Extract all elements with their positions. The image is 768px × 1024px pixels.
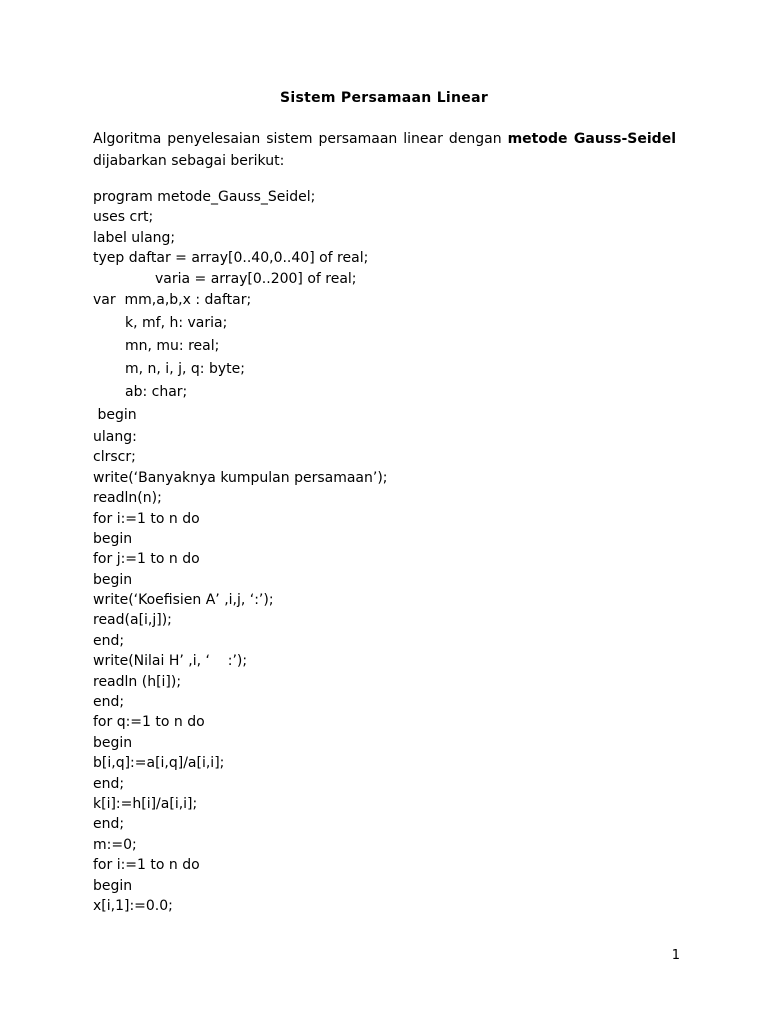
intro-text-after: dijabarkan sebagai berikut: bbox=[93, 153, 285, 169]
code-line: ab: char; bbox=[125, 383, 188, 400]
code-line: begin bbox=[93, 734, 133, 751]
code-line: for i:=1 to n do bbox=[93, 510, 200, 527]
code-line: tyep daftar = array[0..40,0..40] of real; bbox=[93, 250, 369, 267]
code-line: m, n, i, j, q: byte; bbox=[125, 360, 245, 377]
code-line: b[i,q]:=a[i,q]/a[i,i]; bbox=[93, 755, 225, 772]
code-line: for q:=1 to n do bbox=[93, 714, 205, 731]
code-line: label ulang; bbox=[93, 229, 176, 246]
code-line: begin bbox=[93, 530, 133, 547]
code-line: program metode_Gauss_Seidel; bbox=[93, 189, 316, 205]
code-line: end; bbox=[93, 816, 125, 833]
page-number: 1 bbox=[671, 948, 680, 963]
code-line: for i:=1 to n do bbox=[93, 857, 200, 874]
code-line: end; bbox=[93, 775, 125, 792]
code-line: k[i]:=h[i]/a[i,i]; bbox=[93, 795, 198, 812]
code-line: var mm,a,b,x : daftar; bbox=[93, 291, 252, 308]
code-line: varia = array[0..200] of real; bbox=[155, 270, 357, 287]
code-line: begin bbox=[93, 406, 137, 423]
code-line: end; bbox=[93, 632, 125, 649]
code-listing bbox=[93, 187, 693, 916]
intro-text-before: Algoritma penyelesaian sistem persamaan linear dengan bbox=[93, 131, 502, 147]
code-line: x[i,1]:=0.0; bbox=[93, 897, 173, 914]
code-line: begin bbox=[93, 877, 133, 894]
code-line: read(a[i,j]); bbox=[93, 612, 172, 629]
code-line: readln (h[i]); bbox=[93, 673, 182, 690]
code-line: write(‘Banyaknya kumpulan persamaan’); bbox=[93, 469, 388, 486]
code-line: write(‘Koefisien A’ ,i,j, ‘:’); bbox=[93, 592, 274, 609]
intro-paragraph bbox=[93, 128, 676, 172]
code-line: clrscr; bbox=[93, 449, 136, 466]
intro-bold-method: metode Gauss-Seidel bbox=[507, 131, 677, 147]
code-line: mn, mu: real; bbox=[125, 337, 220, 354]
code-line: uses crt; bbox=[93, 209, 154, 226]
code-line: end; bbox=[93, 694, 125, 711]
document-title: Sistem Persamaan Linear bbox=[279, 90, 489, 106]
code-line: write(Nilai H’ ,i, ‘ :’); bbox=[93, 653, 248, 670]
code-line: ulang: bbox=[93, 428, 137, 445]
code-line: k, mf, h: varia; bbox=[125, 314, 228, 331]
intro-line-1 bbox=[93, 128, 676, 150]
code-line: readln(n); bbox=[93, 490, 162, 507]
code-line: begin bbox=[93, 571, 133, 588]
code-line: for j:=1 to n do bbox=[93, 551, 200, 568]
code-line: m:=0; bbox=[93, 836, 137, 853]
